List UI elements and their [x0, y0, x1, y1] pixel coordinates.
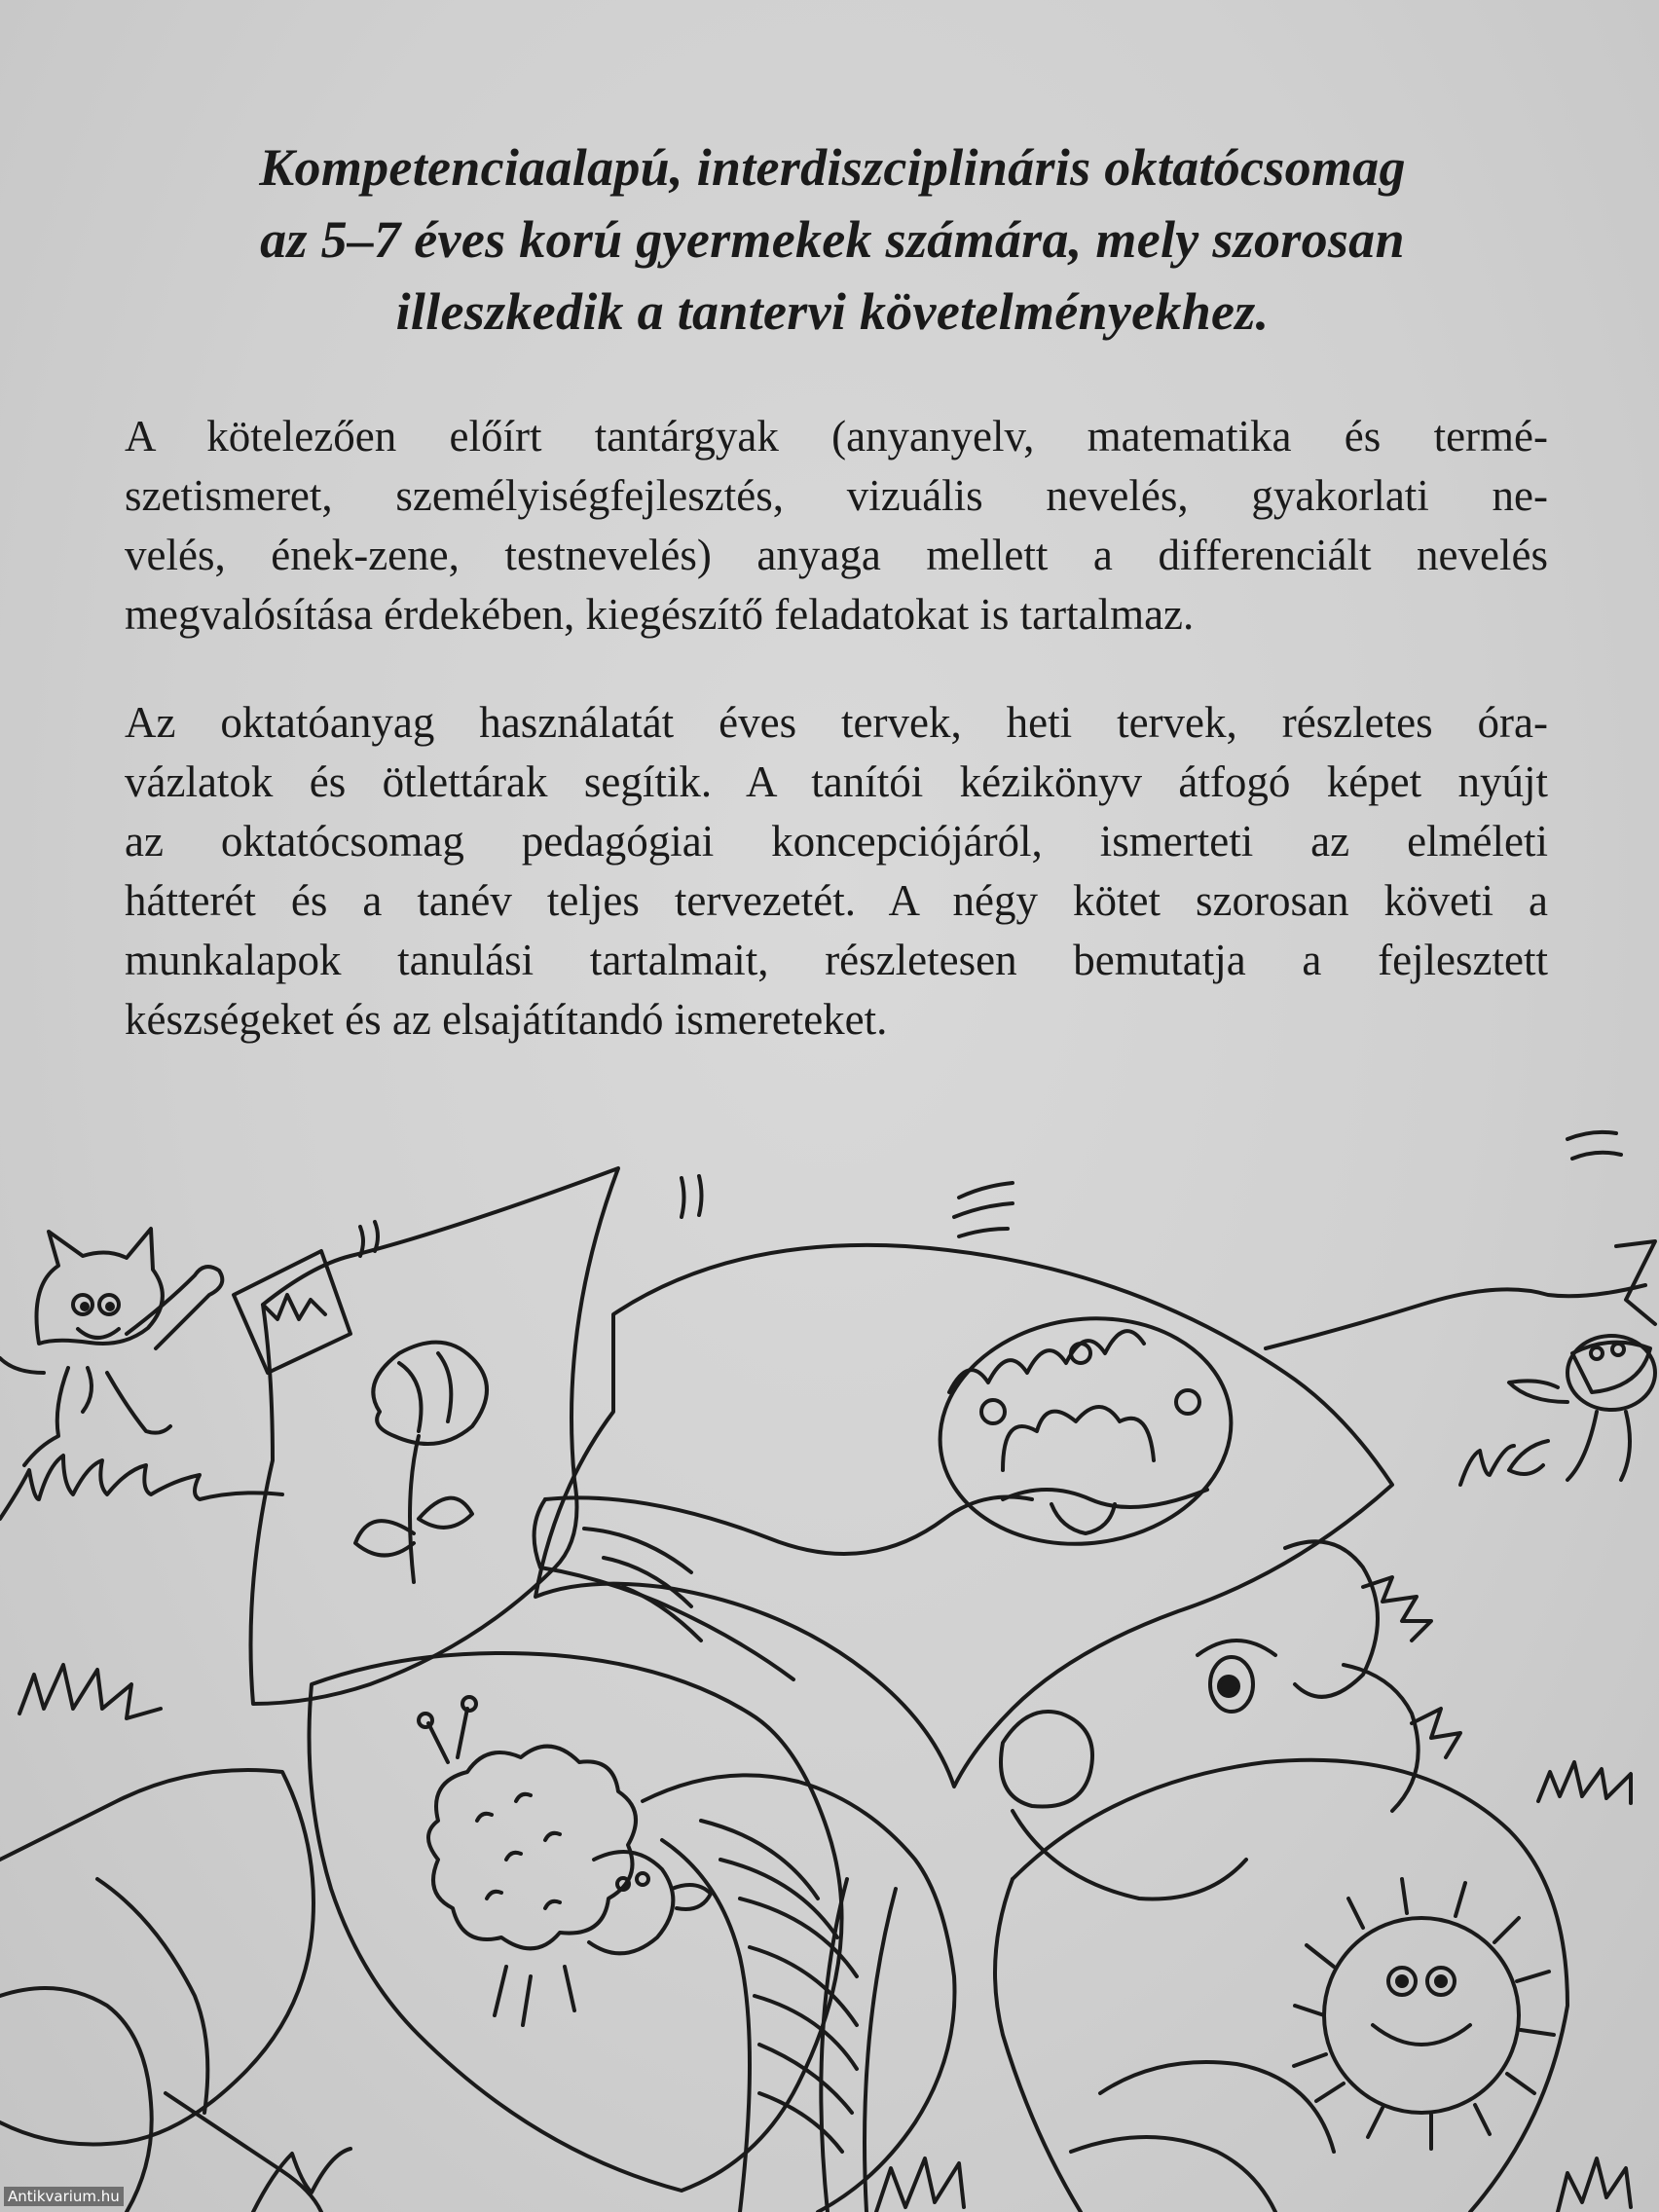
paragraph-line: Az oktatóanyag használatát éves tervek, heti tervek, részletes óra- — [125, 698, 1548, 747]
lamb-card — [310, 1653, 842, 2191]
heading-line: illeszkedik a tantervi követelményekhez. — [395, 282, 1270, 341]
bird-drawing — [1509, 1336, 1655, 1480]
heading-line: az 5–7 éves korú gyermekek számára, mely szorosan — [260, 210, 1405, 269]
paragraph-line: megvalósítása érdekében, kiegészítő feladatokat is tartalmaz. — [125, 590, 1195, 639]
flower-card — [251, 1168, 619, 1704]
bottom-grass — [253, 2149, 1631, 2212]
hat-brim — [535, 1241, 1655, 1679]
paragraph-line: készségeket és az elsajátítandó ismereteket. — [125, 995, 888, 1044]
paragraph-line: szetismeret, személyiségfejlesztés, vizuális nevelés, gyakorlati ne- — [125, 471, 1548, 520]
striped-shirt — [643, 1775, 955, 2212]
paragraph-subjects — [125, 407, 1548, 645]
grass-tufts — [0, 1446, 1631, 1803]
sun-card — [995, 1760, 1567, 2212]
paragraph-line: vázlatok és ötlettárak segítik. A tanítói kézikönyv átfogó képet nyújt — [125, 757, 1548, 806]
boot-drawing — [0, 1770, 321, 2212]
flying-card — [234, 1251, 350, 1373]
paragraph-materials — [125, 693, 1548, 1050]
dog-face — [1001, 1541, 1460, 1899]
coloring-illustration — [0, 1120, 1659, 2212]
heading-line: Kompetenciaalapú, interdiszciplináris oktatócsomag — [259, 138, 1406, 197]
paragraph-line: munkalapok tanulási tartalmait, részletesen bemutatja a fejlesztett — [125, 936, 1548, 984]
cat-drawing — [0, 1229, 222, 1465]
watermark-text: Antikvarium.hu — [4, 2187, 124, 2206]
intro-heading — [136, 131, 1529, 348]
paragraph-line: velés, ének-zene, testnevelés) anyaga mellett a differenciált nevelés — [125, 531, 1548, 579]
paragraph-line: hátterét és a tanév teljes tervezetét. A négy kötet szorosan követi a — [125, 876, 1548, 925]
paragraph-line: az oktatócsomag pedagógiai koncepciójáról, ismerteti az elméleti — [125, 817, 1548, 866]
paragraph-line: A kötelezően előírt tantárgyak (anyanyelv, matematika és termé- — [125, 412, 1548, 461]
easter-egg-card — [535, 1245, 1392, 1787]
